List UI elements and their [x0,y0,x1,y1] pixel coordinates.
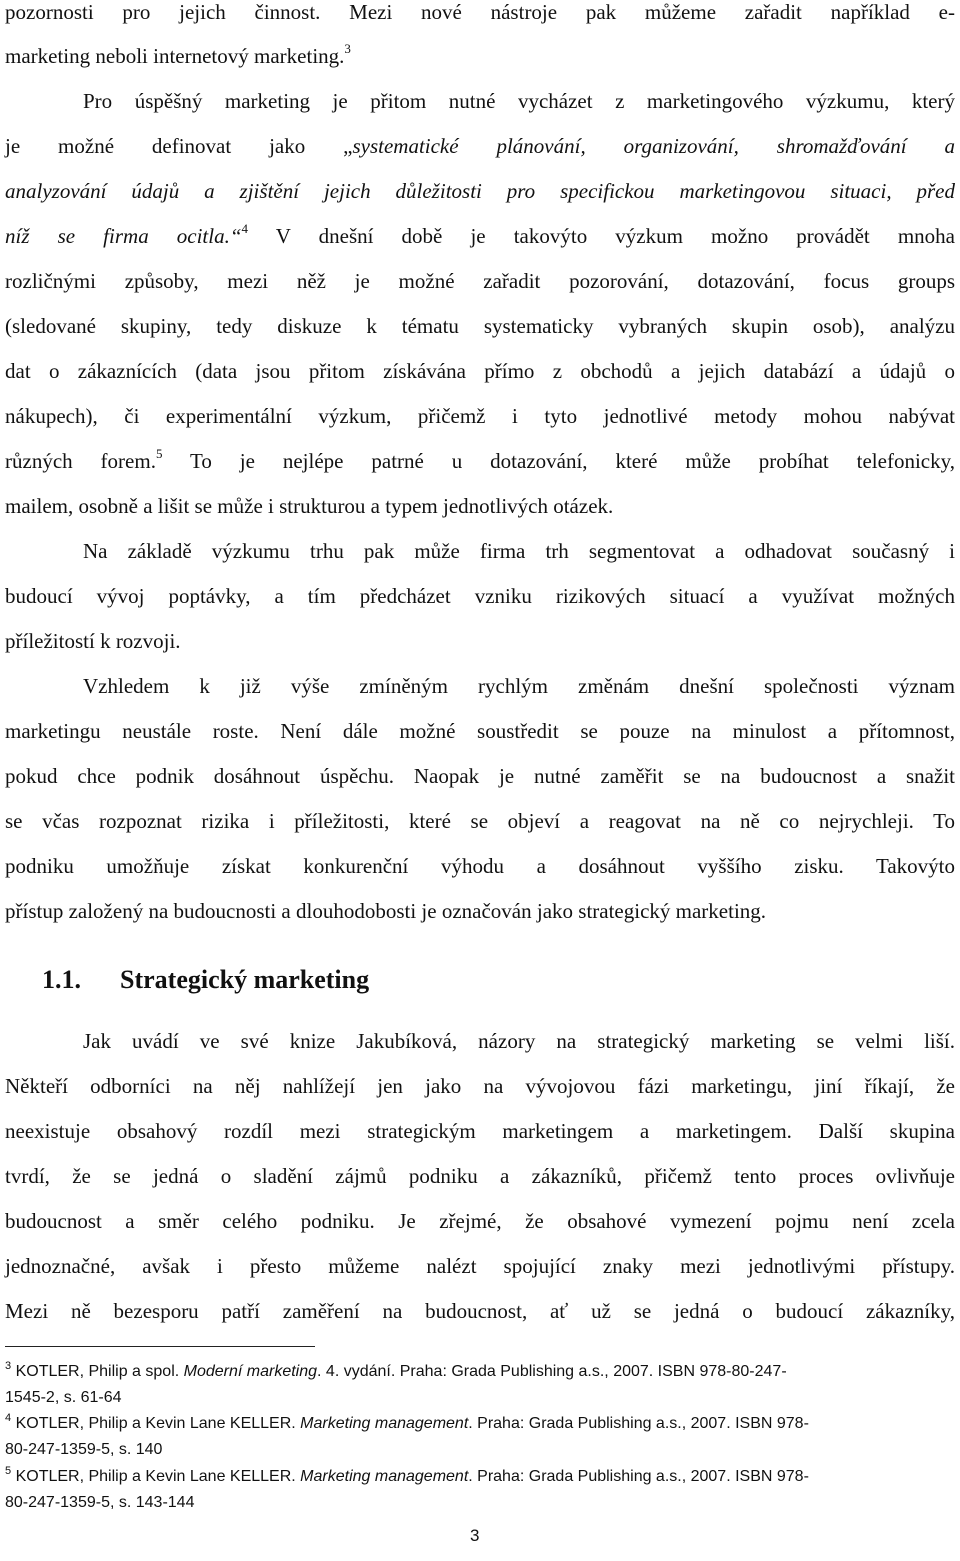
body-line [5,132,955,160]
footnote [5,1464,955,1490]
text: různých forem. [5,449,156,473]
text: jednoznačné, avšak i přesto můžeme nalézt spojující znaky mezi jednotlivými přístupy. [5,1254,955,1278]
text: KOTLER, Philip a Kevin Lane KELLER. [11,1415,301,1432]
text: . 4. vydání. Praha: Grada Publishing a.s., 2007. ISBN 978-80-247- [317,1363,787,1380]
body-line [5,222,955,250]
text: Někteří odborníci na něj nahlížejí jen jako na vývojovou fázi marketingu, jiní říkají, že [5,1074,955,1098]
text: Na základě výzkumu trhu pak může firma trh segmentovat a odhadovat současný i [83,539,955,563]
footnote-number: 4 [5,1411,12,1424]
text: pokud chce podnik dosáhnout úspěchu. Naopak je nutné zaměřit se na budoucnost a snažit [5,764,955,788]
text: KOTLER, Philip a Kevin Lane KELLER. [11,1468,301,1485]
body-line [5,0,955,26]
text: . Praha: Grada Publishing a.s., 2007. ISBN 978- [468,1468,809,1485]
body-line [5,1252,955,1280]
body-line [5,357,955,385]
body-line [5,1072,955,1100]
footnote-number: 3 [5,1359,12,1372]
body-line [83,672,955,700]
text: 1545-2, s. 61-64 [5,1389,122,1406]
body-line [5,312,955,340]
text: podniku umožňuje získat konkurenční výhodu a dosáhnout vyššího zisku. Takovýto [5,854,955,878]
text: (sledované skupiny, tedy diskuze k tématu systematicky vybraných skupin osob), analýzu [5,314,955,338]
text: je možné definovat jako „ [5,134,353,158]
quote-text: analyzování údajů a zjištění jejich důležitosti pro specifickou marketingovou situaci, před [5,179,955,203]
section-title: Strategický marketing [120,965,370,994]
footnote [5,1411,955,1437]
text: tvrdí, že se jedná o sladění zájmů podniku a zákazníků, přičemž tento proces ovlivňuje [5,1164,955,1188]
text: dat o zákaznících (data jsou přitom získávána přímo z obchodů a jejich databází a údajů o [5,359,955,383]
footnote-continuation [5,1385,955,1411]
body-line [5,1297,955,1325]
body-line [5,492,955,520]
text: rozličnými způsoby, mezi něž je možné zařadit pozorování, dotazování, focus groups [5,269,955,293]
body-line [5,1162,955,1190]
body-line [5,717,955,745]
text: . Praha: Grada Publishing a.s., 2007. ISBN 978- [468,1415,809,1432]
footnote-ref: 4 [241,221,249,236]
book-title: Moderní marketing [183,1363,318,1380]
book-title: Marketing management [300,1468,469,1485]
body-line [5,1117,955,1145]
body-line [5,582,955,610]
body-line [83,1027,955,1055]
footnote-ref: 3 [344,41,351,56]
text: marketing neboli internetový marketing. [5,44,345,68]
text: pozornosti pro jejich činnost. Mezi nové nástroje pak můžeme zařadit například e- [5,0,955,24]
text: nákupech), či experimentální výzkum, přičemž i tyto jednotlivé metody mohou nabývat [5,404,955,428]
text: budoucnost a směr celého podniku. Je zřejmé, že obsahové vymezení pojmu není zcela [5,1209,955,1233]
body-line [5,42,955,70]
text: marketingu neustále roste. Není dále možné soustředit se pouze na minulost a přítomnost, [5,719,955,743]
body-line [5,402,955,430]
body-line [5,897,955,925]
footnote-number: 5 [5,1464,12,1477]
body-line [83,87,955,115]
body-line [5,762,955,790]
text: přístup založený na budoucnosti a dlouhodobosti je označován jako strategický marketing. [5,899,767,923]
quote-text: níž se firma ocitla.“ [5,224,242,248]
text: budoucí vývoj poptávky, a tím předcházet vzniku rizikových situací a využívat možných [5,584,955,608]
body-line [5,1207,955,1235]
text: Mezi ně bezesporu patří zaměření na budoucnost, ať už se jedná o budoucí zákazníky, [5,1299,955,1323]
text: neexistuje obsahový rozdíl mezi strategickým marketingem a marketingem. Další skupina [5,1119,955,1143]
footnote-separator [5,1346,315,1347]
text: Pro úspěšný marketing je přitom nutné vycházet z marketingového výzkumu, který [83,89,955,113]
text: příležitostí k rozvoji. [5,629,181,653]
body-line [5,852,955,880]
text: mailem, osobně a lišit se může i strukturou a typem jednotlivých otázek. [5,494,614,518]
text: Vzhledem k již výše zmíněným rychlým změnám dnešní společnosti význam [83,674,955,698]
body-line [5,267,955,295]
text: V dnešní době je takovýto výzkum možno provádět mnoha [248,224,956,248]
text: Jak uvádí ve své knize Jakubíková, názory na strategický marketing se velmi liší. [83,1029,955,1053]
book-title: Marketing management [300,1415,469,1432]
text: se včas rozpoznat rizika i příležitosti, které se objeví a reagovat na ně co nejrychleji. To [5,809,955,833]
page-number: 3 [470,1526,480,1545]
section-heading [42,963,369,997]
body-line [5,447,955,475]
footnote-continuation [5,1490,955,1516]
footnote [5,1359,955,1385]
text: 80-247-1359-5, s. 143-144 [5,1494,195,1511]
body-line [5,177,955,205]
section-number: 1.1. [42,965,81,994]
footnote-continuation [5,1437,955,1463]
text: KOTLER, Philip a spol. [11,1363,184,1380]
quote-text: systematické plánování, organizování, shromažďování a [352,134,955,158]
text: 80-247-1359-5, s. 140 [5,1441,163,1458]
body-line [5,627,955,655]
text: To je nejlépe patrné u dotazování, které může probíhat telefonicky, [162,449,955,473]
body-line [83,537,955,565]
body-line [5,807,955,835]
footnote-ref: 5 [155,446,163,461]
